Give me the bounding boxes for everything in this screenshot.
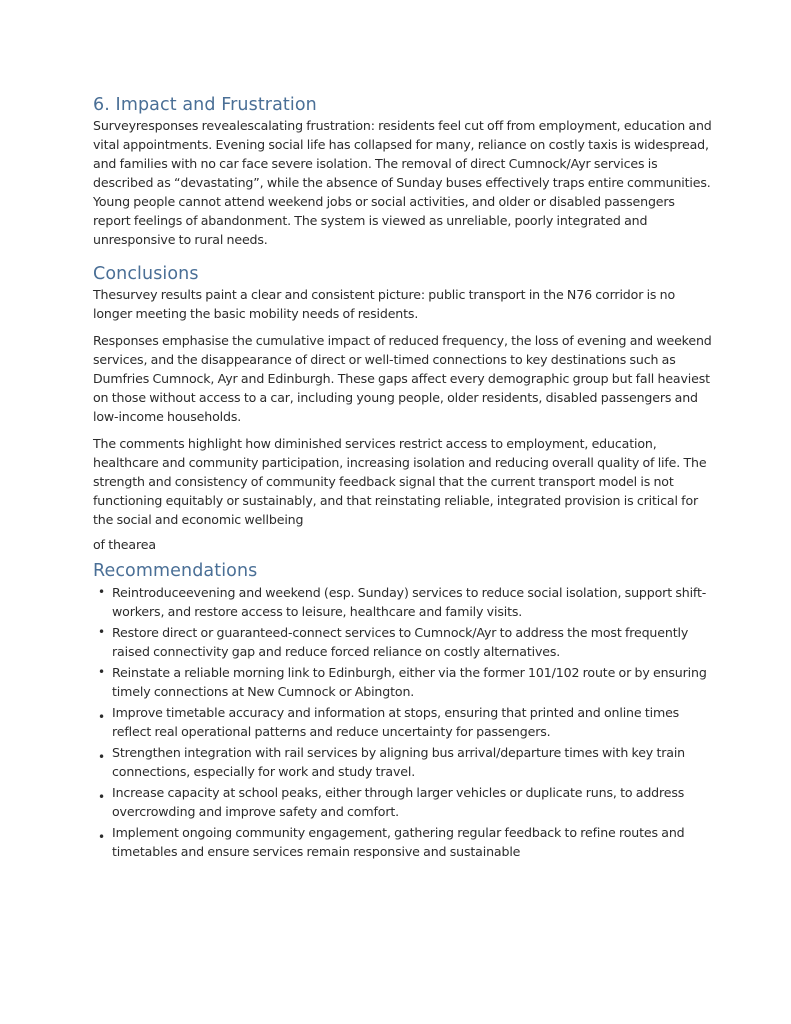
list-item-text: Strengthen integration with rail services by aligning bus arrival/departure times with key train connections, especially for work and study travel.	[112, 745, 686, 779]
recommendations-section	[93, 560, 713, 861]
list-item	[93, 663, 713, 701]
section-heading-recommendations: Recommendations	[93, 561, 258, 581]
impact-section	[93, 94, 713, 249]
section-heading-conclusions: Conclusions	[93, 264, 199, 284]
list-item	[93, 703, 713, 741]
recommendations-list	[93, 583, 713, 861]
document-page	[93, 94, 713, 863]
list-item	[93, 783, 713, 821]
list-item	[93, 823, 713, 861]
bullet-icon: •	[98, 665, 105, 679]
impact-paragraph: Surveyresponses revealescalating frustration: residents feel cut off from employment, education and vital appointments. Evening social life has collapsed for many, reliance on costly taxis is widespread, and families with no car face severe isolation. The removal of direct Cumnock/Ayr services is described as “devastating”, while the absence of Sunday buses effectively traps entire communities. Young people cannot attend weekend jobs or social activities, and older or disabled passengers report feelings of abandonment. The system is viewed as unreliable, poorly integrated and unresponsive to rural needs.	[93, 118, 712, 247]
bullet-icon: •	[98, 585, 105, 599]
list-item-text: Improve timetable accuracy and information at stops, ensuring that printed and online times reflect real operational patterns and reduce uncertainty for passengers.	[112, 705, 680, 739]
section-heading-impact: 6. Impact and Frustration	[93, 95, 317, 115]
bullet-icon: •	[98, 710, 105, 724]
conclusions-paragraph-2: Responses emphasise the cumulative impact of reduced frequency, the loss of evening and weekend services, and the disappearance of direct or well-timed connections to key destinations such as Dumfries Cumnock, Ayr and Edinburgh. These gaps affect every demographic group but fall heaviest on those without access to a car, including young people, older residents, disabled passengers and low-income households.	[93, 333, 712, 424]
list-item	[93, 743, 713, 781]
list-item	[93, 583, 713, 621]
list-item-text: Reintroduceevening and weekend (esp. Sunday) services to reduce social isolation, support shift-workers, and restore access to leisure, healthcare and family visits.	[112, 585, 707, 619]
conclusions-trailing-line: of thearea	[93, 537, 156, 552]
conclusions-paragraph-3: The comments highlight how diminished services restrict access to employment, education, healthcare and community participation, increasing isolation and reducing overall quality of life. The strength and consistency of community feedback signal that the current transport model is not functioning equitably or sustainably, and that reinstating reliable, integrated provision is critical for the social and economic wellbeing	[93, 436, 707, 527]
conclusions-paragraph-1: Thesurvey results paint a clear and consistent picture: public transport in the N76 corridor is no longer meeting the basic mobility needs of residents.	[93, 287, 676, 321]
list-item-text: Restore direct or guaranteed-connect services to Cumnock/Ayr to address the most frequently raised connectivity gap and reduce forced reliance on costly alternatives.	[112, 625, 689, 659]
list-item-text: Increase capacity at school peaks, either through larger vehicles or duplicate runs, to address overcrowding and improve safety and comfort.	[112, 785, 685, 819]
conclusions-section	[93, 263, 713, 554]
list-item-text: Reinstate a reliable morning link to Edinburgh, either via the former 101/102 route or by ensuring timely connections at New Cumnock or Abington.	[112, 665, 707, 699]
list-item	[93, 623, 713, 661]
bullet-icon: •	[98, 750, 105, 764]
bullet-icon: •	[98, 830, 105, 844]
list-item-text: Implement ongoing community engagement, gathering regular feedback to refine routes and timetables and ensure services remain responsive and sustainable	[112, 825, 685, 859]
bullet-icon: •	[98, 790, 105, 804]
bullet-icon: •	[98, 625, 105, 639]
